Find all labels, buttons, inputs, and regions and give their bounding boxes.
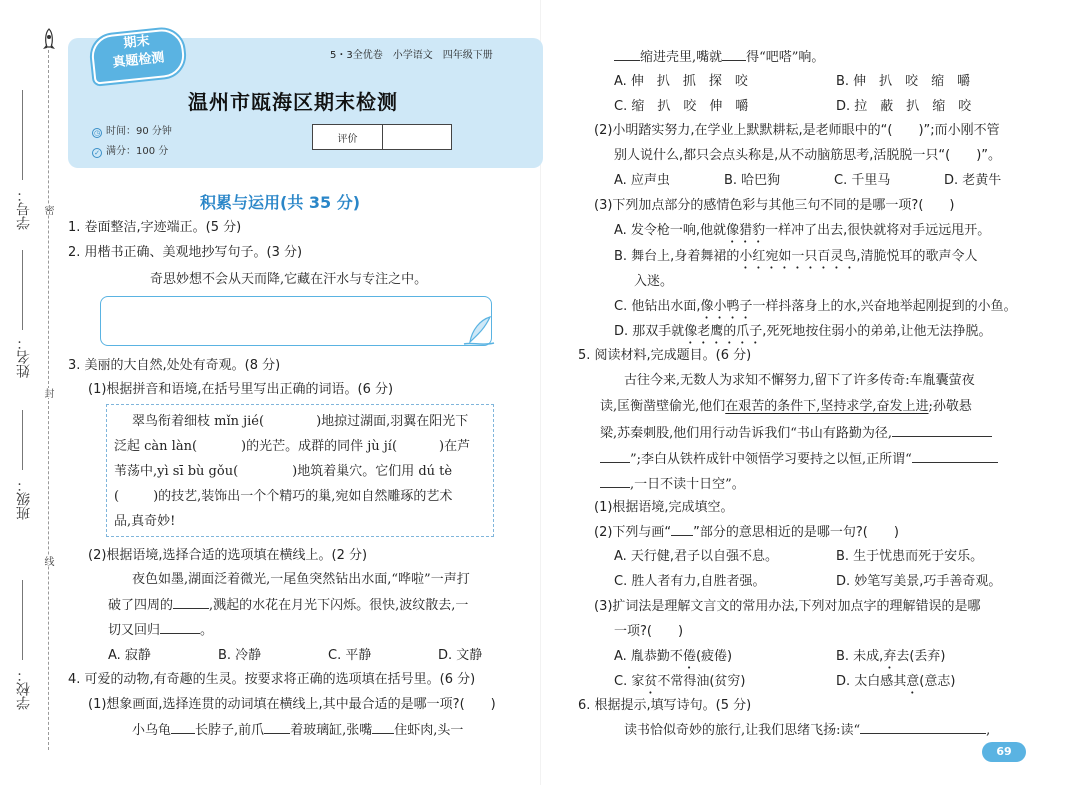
answer-blank[interactable] (264, 720, 290, 734)
q5-2-option-d: D. 妙笔写美景,巧手善奇观。 (836, 574, 1002, 589)
q5-3-line-2: 一项?( ) (614, 624, 684, 639)
q4-3-option-b: B. 舞台上,身着舞裙的小红宛如一只百灵鸟,清脆悦耳的歌声令人 (614, 249, 978, 264)
q5-3-option-b: B. 未成,弃去(丢弃) (836, 649, 946, 664)
rating-label: 评价 (313, 125, 383, 149)
class-line[interactable] (22, 410, 23, 470)
q4-2-option-b: B. 哈巴狗 (724, 173, 781, 188)
option-b: B. 冷静 (218, 648, 262, 663)
page-number: 69 (982, 742, 1026, 762)
student-id-label: 学号： (16, 188, 32, 230)
student-id-line[interactable] (22, 90, 23, 180)
question-3-1: (1)根据拼音和语境,在括号里写出正确的词语。(6 分) (88, 382, 394, 397)
q5-2-option-a: A. 天行健,君子以自强不息。 (614, 549, 779, 564)
q4-3-option-d: D. 那双手就像老鹰的爪子,死死地按住弱小的弟弟,让他无法挣脱。 (614, 324, 992, 339)
q4-1-option-a: A. 伸 扒 抓 探 咬 (614, 74, 748, 89)
question-4-1: (1)想象画面,选择连贯的动词填在横线上,其中最合适的是哪一项?( ) (88, 697, 496, 712)
q4-2-line-2: 别人说什么,都只会点头称是,从不动脑筋思考,活脱脱一只“( )”。 (614, 148, 1002, 163)
badge-line-2: 真题检测 (111, 50, 166, 71)
q5-passage-4: ”;李白从铁杵成针中领悟学习要持之以恒,正所谓“ (600, 449, 998, 470)
rating-box (312, 124, 452, 150)
q5-passage-1: 古往今来,无数人为求知不懈努力,留下了许多传奇:车胤囊萤夜 (624, 373, 975, 388)
q5-passage-2: 读,匡衡凿壁偷光,他们在艰苦的条件下,坚持求学,奋发上进;孙敬悬 (600, 399, 972, 414)
answer-blank[interactable] (912, 449, 998, 463)
question-3: 3. 美丽的大自然,处处有奇观。(8 分) (68, 358, 281, 373)
answer-blank[interactable] (722, 47, 746, 61)
school-line[interactable] (22, 580, 23, 660)
q5-2-option-c: C. 胜人者有力,自胜者强。 (614, 574, 766, 589)
q4-1-option-d: D. 拉 蔽 扒 缩 咬 (836, 99, 972, 114)
q5-passage-3: 梁,苏秦刺股,他们用行动告诉我们“书山有路勤为径, (600, 423, 992, 444)
answer-blank[interactable] (600, 449, 630, 463)
question-6: 6. 根据提示,填写诗句。(5 分) (578, 698, 752, 713)
badge-line-1: 期末 (122, 33, 151, 52)
q3-2-line-3: 切又回归 。 (108, 620, 213, 641)
name-line[interactable] (22, 250, 23, 330)
question-4: 4. 可爱的动物,有奇趣的生灵。按要求将正确的选项填在括号里。(6 分) (68, 672, 476, 687)
question-2: 2. 用楷书正确、美观地抄写句子。(3 分) (68, 245, 303, 260)
question-1: 1. 卷面整洁,字迹端正。(5 分) (68, 220, 242, 235)
option-c: C. 平静 (328, 648, 372, 663)
question-3-2: (2)根据语境,选择合适的选项填在横线上。(2 分) (88, 548, 368, 563)
q4-2-option-a: A. 应声虫 (614, 173, 670, 188)
q5-2: (2)下列与画“ ”部分的意思相近的是哪一句?( ) (594, 522, 899, 543)
q5-2-option-b: B. 生于忧患而死于安乐。 (836, 549, 984, 564)
q5-1: (1)根据语境,完成填空。 (594, 500, 734, 515)
question-5: 5. 阅读材料,完成题目。(6 分) (578, 348, 752, 363)
binding-margin (0, 0, 60, 785)
q5-3-option-a: A. 胤恭勤不倦(疲倦) (614, 649, 733, 664)
q4-3-option-b-cont: 入迷。 (634, 274, 674, 289)
rocket-icon (38, 28, 60, 54)
option-d: D. 文静 (438, 648, 483, 663)
q4-2-option-c: C. 千里马 (834, 173, 891, 188)
exam-title: 温州市瓯海区期末检测 (188, 90, 398, 114)
answer-blank[interactable] (614, 47, 640, 61)
school-label: 学校： (16, 668, 32, 710)
q4-1-line-2: 缩进壳里,嘴就 得“吧嗒”响。 (614, 47, 824, 68)
check-icon: ✓ (92, 148, 102, 158)
pinyin-line-4: ( )的技艺,装饰出一个个精巧的巢,宛如自然雕琢的艺术 (114, 489, 453, 504)
seal-mark-feng: 封 (42, 388, 53, 398)
answer-blank[interactable] (600, 474, 630, 488)
pinyin-line-3: 苇荡中,yì sī bù gǒu( )地筑着巢穴。它们用 dú tè (114, 464, 453, 479)
q4-1-option-c: C. 缩 扒 咬 伸 嚼 (614, 99, 749, 114)
pinyin-line-2: 泛起 càn làn( )的光芒。成群的同伴 jù jí( )在芦 (114, 439, 471, 454)
class-label: 班级： (16, 478, 32, 520)
answer-blank[interactable] (160, 620, 200, 634)
q5-3-option-d: D. 太白感其意(意志) (836, 674, 956, 689)
seal-mark-xian: 线 (42, 556, 53, 566)
q4-3-option-a: A. 发令枪一响,他就像猎豹一样冲了出去,很快就将对手远远甩开。 (614, 223, 991, 238)
q6-line-1: 读书恰似奇妙的旅行,让我们思绪飞扬:读“ , (624, 720, 990, 741)
answer-blank[interactable] (173, 595, 209, 609)
section-title: 积累与运用(共 35 分) (200, 193, 361, 212)
handwriting-box[interactable] (100, 296, 492, 346)
q4-2-option-d: D. 老黄牛 (944, 173, 1002, 188)
name-label: 姓名： (16, 336, 32, 378)
q3-2-line-2: 破了四周的 ,溅起的水花在月光下闪烁。很快,波纹散去,一 (108, 595, 468, 616)
quill-pen-icon (462, 314, 496, 348)
answer-blank[interactable] (892, 423, 992, 437)
answer-blank[interactable] (860, 720, 986, 734)
copy-sentence: 奇思妙想不会从天而降,它藏在汗水与专注之中。 (150, 272, 428, 287)
answer-blank[interactable] (171, 720, 195, 734)
q4-2-line-1: (2)小明踏实努力,在学业上默默耕耘,是老师眼中的“( )”;而小刚不管 (594, 123, 1000, 138)
answer-blank[interactable] (372, 720, 394, 734)
seal-mark-mi: 密 (42, 205, 53, 215)
time-limit: ◷ 时间：90 分钟 (93, 126, 172, 137)
q4-1-option-b: B. 伸 扒 咬 缩 嚼 (836, 74, 971, 89)
series-label: 5・3全优卷 小学语文 四年级下册 (330, 50, 493, 61)
clock-icon: ◷ (93, 129, 101, 137)
pinyin-line-1: 翠鸟衔着细枝 mǐn jié( )地掠过湖面,羽翼在阳光下 (132, 414, 469, 429)
q4-1-line-1: 小乌龟 长脖子,前爪 着玻璃缸,张嘴 住虾肉,头一 (132, 720, 463, 741)
q5-3-option-c: C. 家贫不常得油(贫穷) (614, 674, 746, 689)
pinyin-line-5: 品,真奇妙! (114, 514, 176, 529)
full-score: ✓ 满分：100 分 (92, 142, 168, 158)
q5-passage-5: ,一日不读十日空”。 (600, 474, 745, 495)
q4-3-option-c: C. 他钻出水面,像小鸭子一样抖落身上的水,兴奋地举起刚捉到的小鱼。 (614, 299, 1017, 314)
q4-3: (3)下列加点部分的感情色彩与其他三句不同的是哪一项?( ) (594, 198, 955, 213)
q3-2-line-1: 夜色如墨,湖面泛着微光,一尾鱼突然钻出水面,“哗啦”一声打 (132, 572, 470, 587)
option-a: A. 寂静 (108, 648, 151, 663)
cut-line (48, 50, 49, 750)
q5-3-line-1: (3)扩词法是理解文言文的常用办法,下列对加点字的理解错误的是哪 (594, 599, 981, 614)
